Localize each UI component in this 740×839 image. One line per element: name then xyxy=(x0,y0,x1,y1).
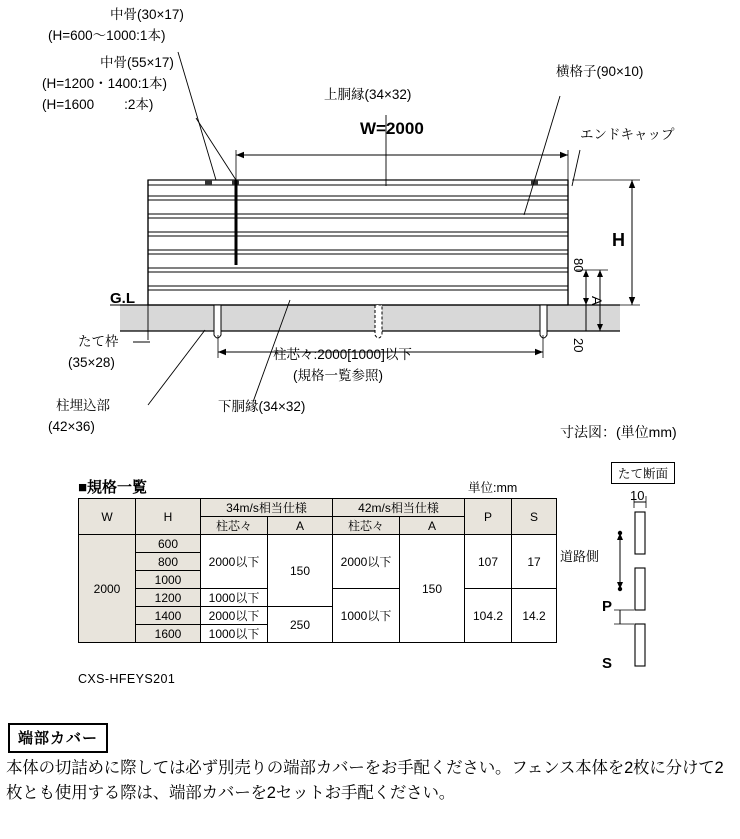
cell-h: 1600 xyxy=(136,625,201,643)
cell-a42: 150 xyxy=(400,535,465,643)
callout-yokogoushi: 横格子(90×10) xyxy=(556,64,644,79)
end-cover-note: 本体の切詰めに際しては必ず別売りの端部カバーをお手配ください。フェンス本体を2枚に分けて2枚とも使用する際は、端部カバーを2セットお手配ください。 xyxy=(6,759,724,802)
spec-title: ■規格一覧 xyxy=(78,479,148,496)
callout-tatewaku-line1: たて枠 xyxy=(78,334,119,349)
end-cover-badge: 端部カバー xyxy=(8,723,108,753)
dim-post-center-note: (規格一覧参照) xyxy=(293,368,383,383)
col-shin-34: 柱芯々 xyxy=(201,517,268,535)
dim-height-label: H xyxy=(612,230,625,250)
callout-nakabone-55-line1: 中骨(55×17) xyxy=(100,55,174,70)
callout-nakabone-30-line1: 中骨(30×17) xyxy=(110,7,184,22)
table-row xyxy=(79,535,557,553)
cell-shin34: 1000以下 xyxy=(201,589,268,607)
callout-nakabone-30-line2: (H=600〜1000:1本) xyxy=(48,28,166,43)
callout-endcap: エンドキャップ xyxy=(580,127,675,142)
unit-note: 寸法図：(単位mm) xyxy=(560,424,677,440)
section-p-label: P xyxy=(602,598,613,615)
cell-p: 104.2 xyxy=(465,589,512,643)
callout-tatewaku-line2: (35×28) xyxy=(68,355,115,370)
dim-a-label: A xyxy=(589,296,605,306)
group-42ms: 42m/s相当仕様 xyxy=(333,499,465,517)
section-title: たて断面 xyxy=(611,462,675,484)
cell-a34: 250 xyxy=(268,607,333,643)
callout-shitadouen: 下胴縁(34×32) xyxy=(218,399,306,414)
cell-h: 1200 xyxy=(136,589,201,607)
cell-h: 1000 xyxy=(136,571,201,589)
cell-h: 1400 xyxy=(136,607,201,625)
cell-s: 14.2 xyxy=(512,589,557,643)
dim-width-label: W=2000 xyxy=(360,119,424,138)
cell-h: 800 xyxy=(136,553,201,571)
cell-shin34: 2000以下 xyxy=(201,535,268,589)
dim-20-label: 20 xyxy=(571,338,586,353)
section-thickness-label: 10 xyxy=(630,488,645,503)
col-p: P xyxy=(465,499,512,535)
col-w: W xyxy=(79,499,136,535)
group-34ms: 34m/s相当仕様 xyxy=(201,499,333,517)
cell-a34: 150 xyxy=(268,535,333,607)
col-h: H xyxy=(136,499,201,535)
cell-w-value: 2000 xyxy=(79,535,136,643)
cell-s: 17 xyxy=(512,535,557,589)
callout-hashira-umekomi-line2: (42×36) xyxy=(48,419,95,434)
ground-line-label: G.L xyxy=(110,290,135,307)
callout-nakabone-55-line2: (H=1200・1400:1本) xyxy=(42,76,167,91)
spec-unit: 単位:mm xyxy=(468,481,518,495)
table-header-row xyxy=(79,499,557,517)
cell-shin34: 1000以下 xyxy=(201,625,268,643)
road-side-label: 道路側 xyxy=(560,549,600,564)
section-s-label: S xyxy=(602,655,613,672)
callout-nakabone-55-line3: (H=1600 :2本) xyxy=(42,97,154,112)
callout-hashira-umekomi-line1: 柱埋込部 xyxy=(56,398,110,413)
col-s: S xyxy=(512,499,557,535)
cell-h: 600 xyxy=(136,535,201,553)
callout-uedouen: 上胴縁(34×32) xyxy=(324,87,412,102)
col-a-42: A xyxy=(400,517,465,535)
cell-p: 107 xyxy=(465,535,512,589)
cell-shin42: 1000以下 xyxy=(333,589,400,643)
section-drawing xyxy=(600,480,740,710)
product-code: CXS-HFEYS201 xyxy=(78,672,176,686)
spec-table-wrap xyxy=(78,498,557,643)
col-a-34: A xyxy=(268,517,333,535)
col-shin-42: 柱芯々 xyxy=(333,517,400,535)
dim-80-label: 80 xyxy=(571,258,586,273)
cell-shin34: 2000以下 xyxy=(201,607,268,625)
cell-shin42: 2000以下 xyxy=(333,535,400,589)
spec-table xyxy=(78,498,557,643)
dim-post-center: 柱芯々:2000[1000]以下 xyxy=(273,347,412,362)
